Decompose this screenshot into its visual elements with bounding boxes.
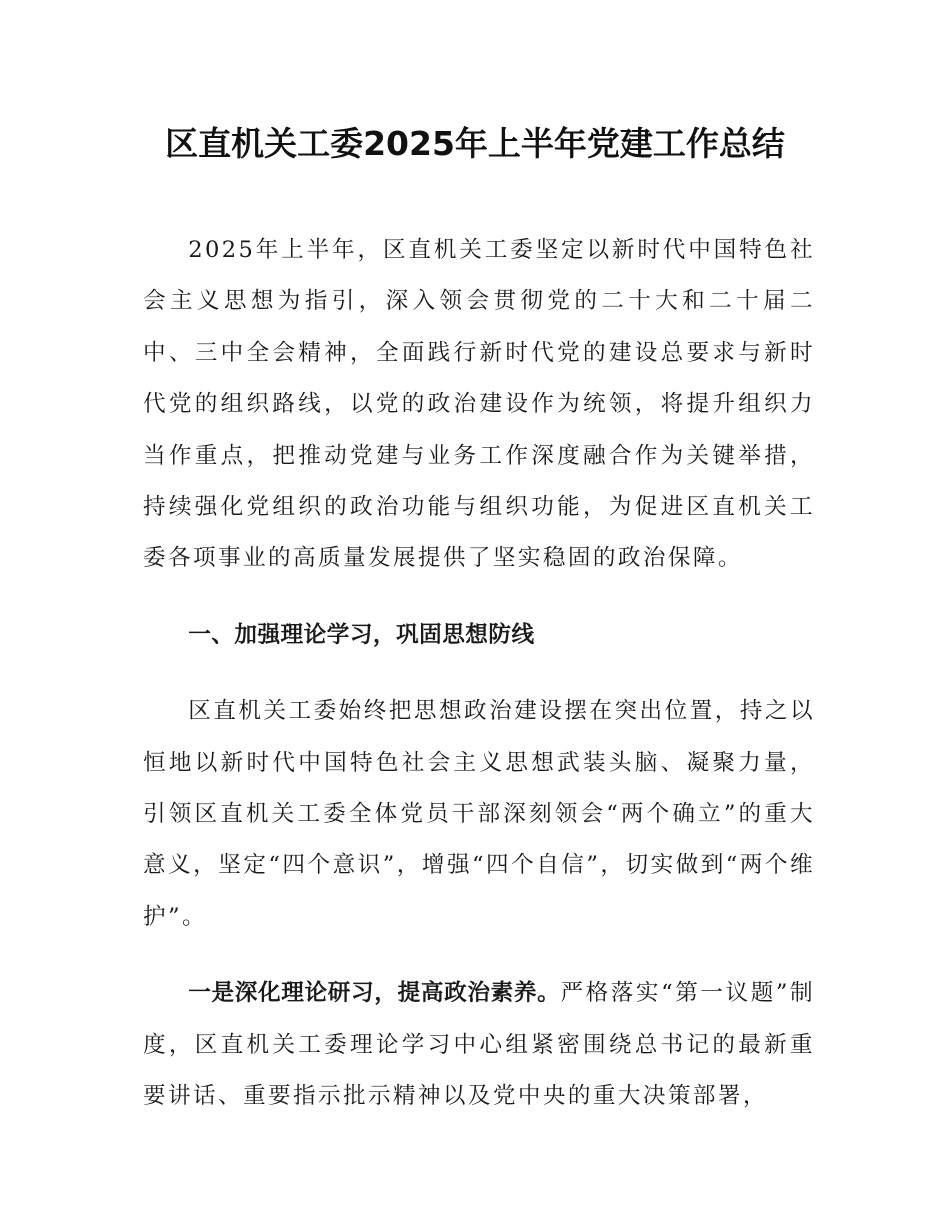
document-title: 区直机关工委2025年上半年党建工作总结 [165, 124, 785, 163]
intro-paragraph: 2025年上半年，区直机关工委坚定以新时代中国特色社会主义思想为指引，深入领会贯彻党的二十大和二十届二中、三中全会精神，全面践行新时代党的建设总要求与新时代党的组织路线，以党的政治建设作为统领，将提升组织力当作重点，把推动党建与业务工作深度融合作为关键举措，持续强化党组织的政治功能与组织功能，为促进区直机关工委各项事业的高质量发展提供了坚实稳固的政治保障。 [143, 237, 815, 572]
section-1-item-1 [143, 968, 815, 1122]
section-1-heading: 一、加强理论学习，巩固思想防线 [188, 621, 535, 648]
document-body [143, 225, 815, 1148]
section-1-paragraph: 区直机关工委始终把思想政治建设摆在突出位置，持之以恒地以新时代中国特色社会主义思想武装头脑、凝聚力量，引领区直机关工委全体党员干部深刻领会“两个确立”的重大意义，坚定“四个意识”，增强“四个自信”，切实做到“两个维护”。 [143, 698, 815, 930]
section-1-item-1-text: 严格落实“第一议题”制度，区直机关工委理论学习中心组紧密围绕总书记的最新重要讲话、重要指示批示精神以及党中央的重大决策部署， [143, 980, 815, 1110]
section-1-item-1-lead: 一是深化理论研习，提高政治素养。 [188, 980, 561, 1007]
